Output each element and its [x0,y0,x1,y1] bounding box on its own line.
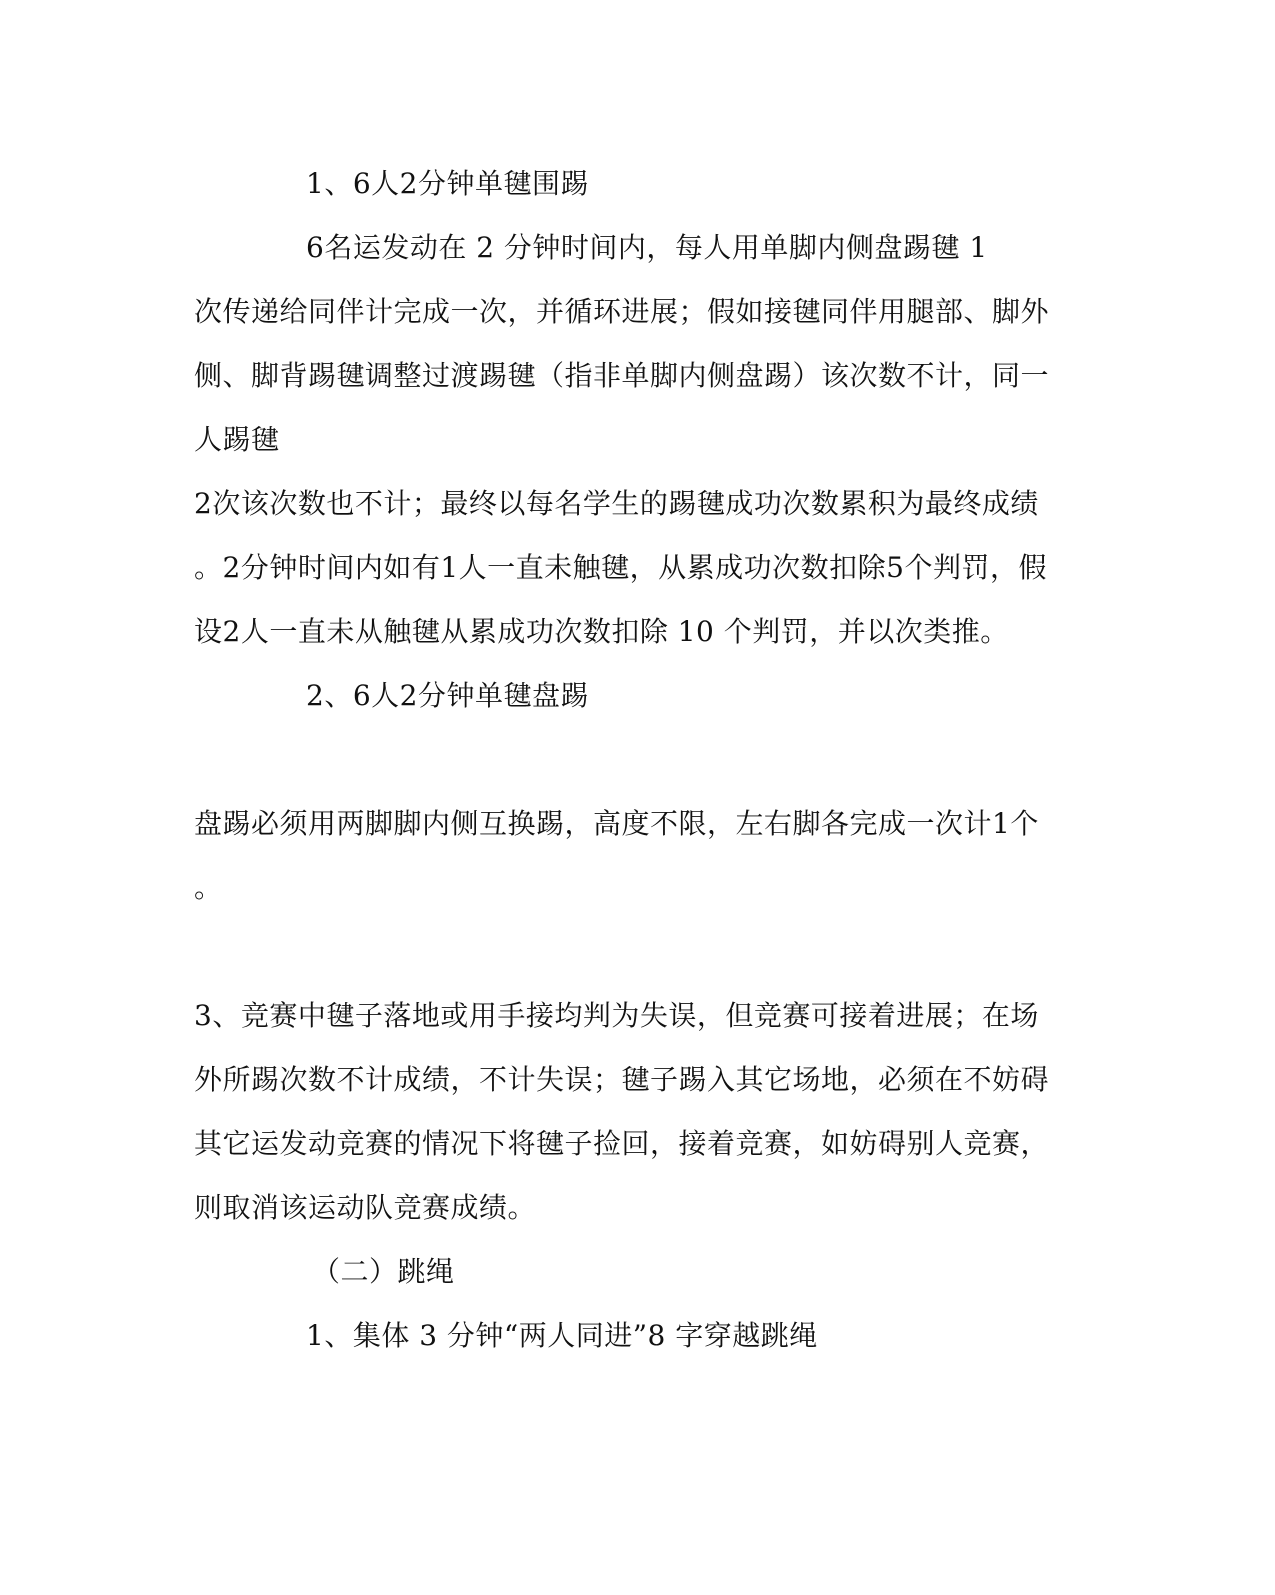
paragraph-line: 。 [194,871,223,904]
paragraph-line: 设2人一直未从触毽从累成功次数扣除 10 个判罚，并以次类推。 [194,615,1009,648]
paragraph-line: 次传递给同伴计完成一次，并循环进展；假如接毽同伴用腿部、脚外 [194,295,1050,328]
paragraph-line: 6名运发动在 2 分钟时间内，每人用单脚内侧盘踢毽 1 [306,231,988,264]
paragraph-line: 侧、脚背踢毽调整过渡踢毽（指非单脚内侧盘踢）该次数不计，同一 [194,359,1050,392]
section-heading-2: 2、6人2分钟单毽盘踢 [306,679,589,712]
paragraph-line: 。2分钟时间内如有1人一直未触毽，从累成功次数扣除5个判罚，假 [194,551,1047,584]
section-heading-3: 1、集体 3 分钟“两人同进”8 字穿越跳绳 [306,1319,818,1352]
paragraph-line: 3、竞赛中毽子落地或用手接均判为失误，但竞赛可接着进展；在场 [194,999,1039,1032]
subsection-heading: （二）跳绳 [312,1255,455,1288]
paragraph-line: 盘踢必须用两脚脚内侧互换踢，高度不限，左右脚各完成一次计1个 [194,807,1039,840]
paragraph-line: 其它运发动竞赛的情况下将毽子捡回，接着竞赛，如妨碍别人竞赛， [194,1127,1050,1160]
section-heading-1: 1、6人2分钟单毽围踢 [306,167,589,200]
paragraph-line: 人踢毽 [194,423,280,456]
paragraph-line: 则取消该运动队竞赛成绩。 [194,1191,537,1224]
paragraph-line: 2次该次数也不计；最终以每名学生的踢毽成功次数累积为最终成绩 [194,487,1039,520]
paragraph-line: 外所踢次数不计成绩，不计失误；毽子踢入其它场地，必须在不妨碍 [194,1063,1050,1096]
